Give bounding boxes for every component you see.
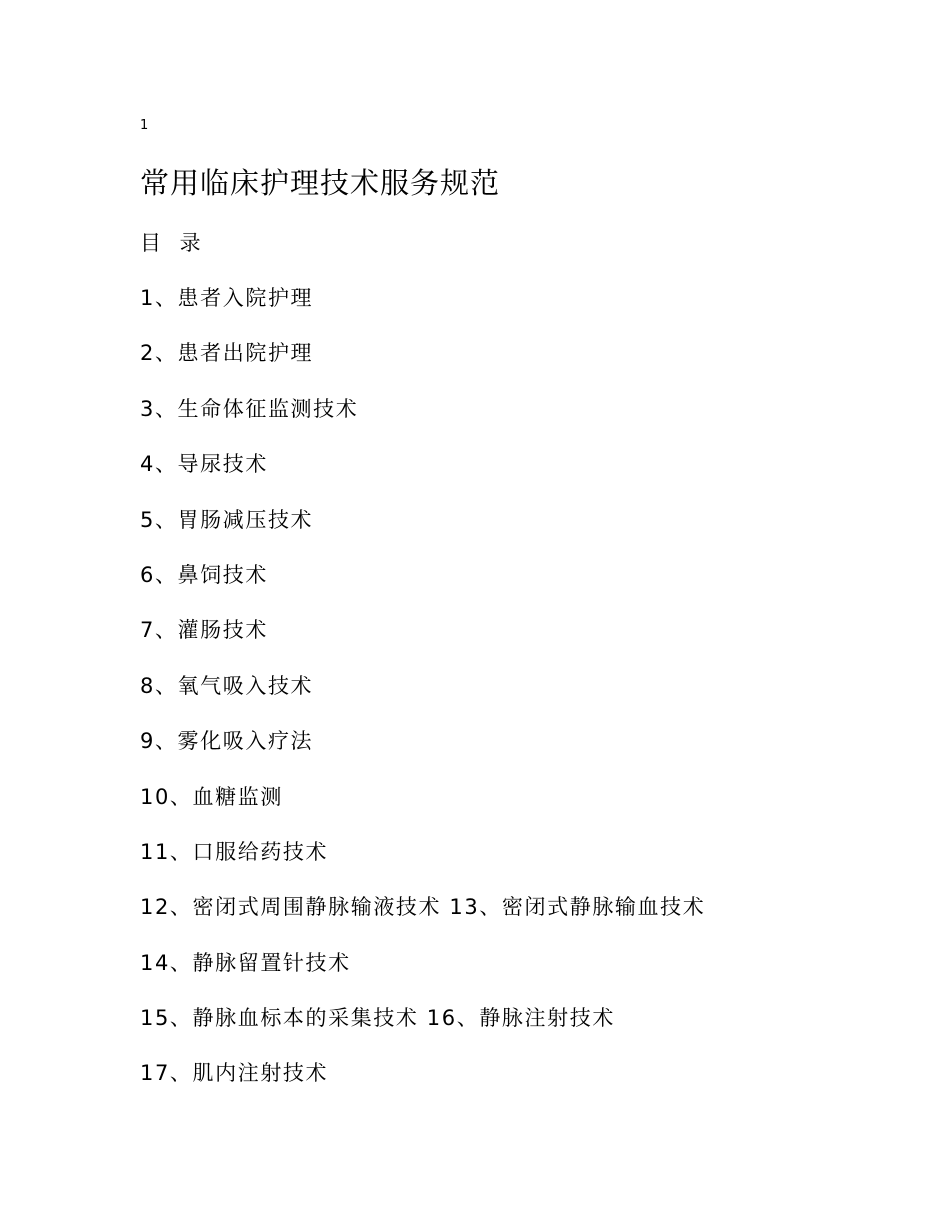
toc-item: 8、氧气吸入技术 [140, 673, 314, 698]
toc-item: 12、密闭式周围静脉输液技术 13、密闭式静脉输血技术 [140, 895, 706, 920]
toc-item: 9、雾化吸入疗法 [140, 729, 314, 754]
toc-item: 5、胃肠减压技术 [140, 507, 314, 532]
toc-item: 11、口服给药技术 [140, 839, 329, 864]
page-number: 1 [140, 118, 149, 133]
toc-item: 6、鼻饲技术 [140, 562, 268, 587]
toc-item: 3、生命体征监测技术 [140, 396, 359, 421]
toc-item: 10、血糖监测 [140, 784, 283, 809]
toc-item: 17、肌内注射技术 [140, 1061, 329, 1086]
toc-item: 14、静脉留置针技术 [140, 950, 351, 975]
toc-item: 15、静脉血标本的采集技术 16、静脉注射技术 [140, 1006, 615, 1031]
document-title: 常用临床护理技术服务规范 [140, 166, 501, 200]
toc-item: 1、患者入院护理 [140, 286, 314, 310]
toc-heading: 目 录 [140, 231, 207, 255]
toc-list [140, 283, 705, 1114]
toc-item: 4、导尿技术 [140, 452, 268, 477]
toc-item: 2、患者出院护理 [140, 341, 314, 366]
toc-item: 7、灌肠技术 [140, 618, 268, 643]
